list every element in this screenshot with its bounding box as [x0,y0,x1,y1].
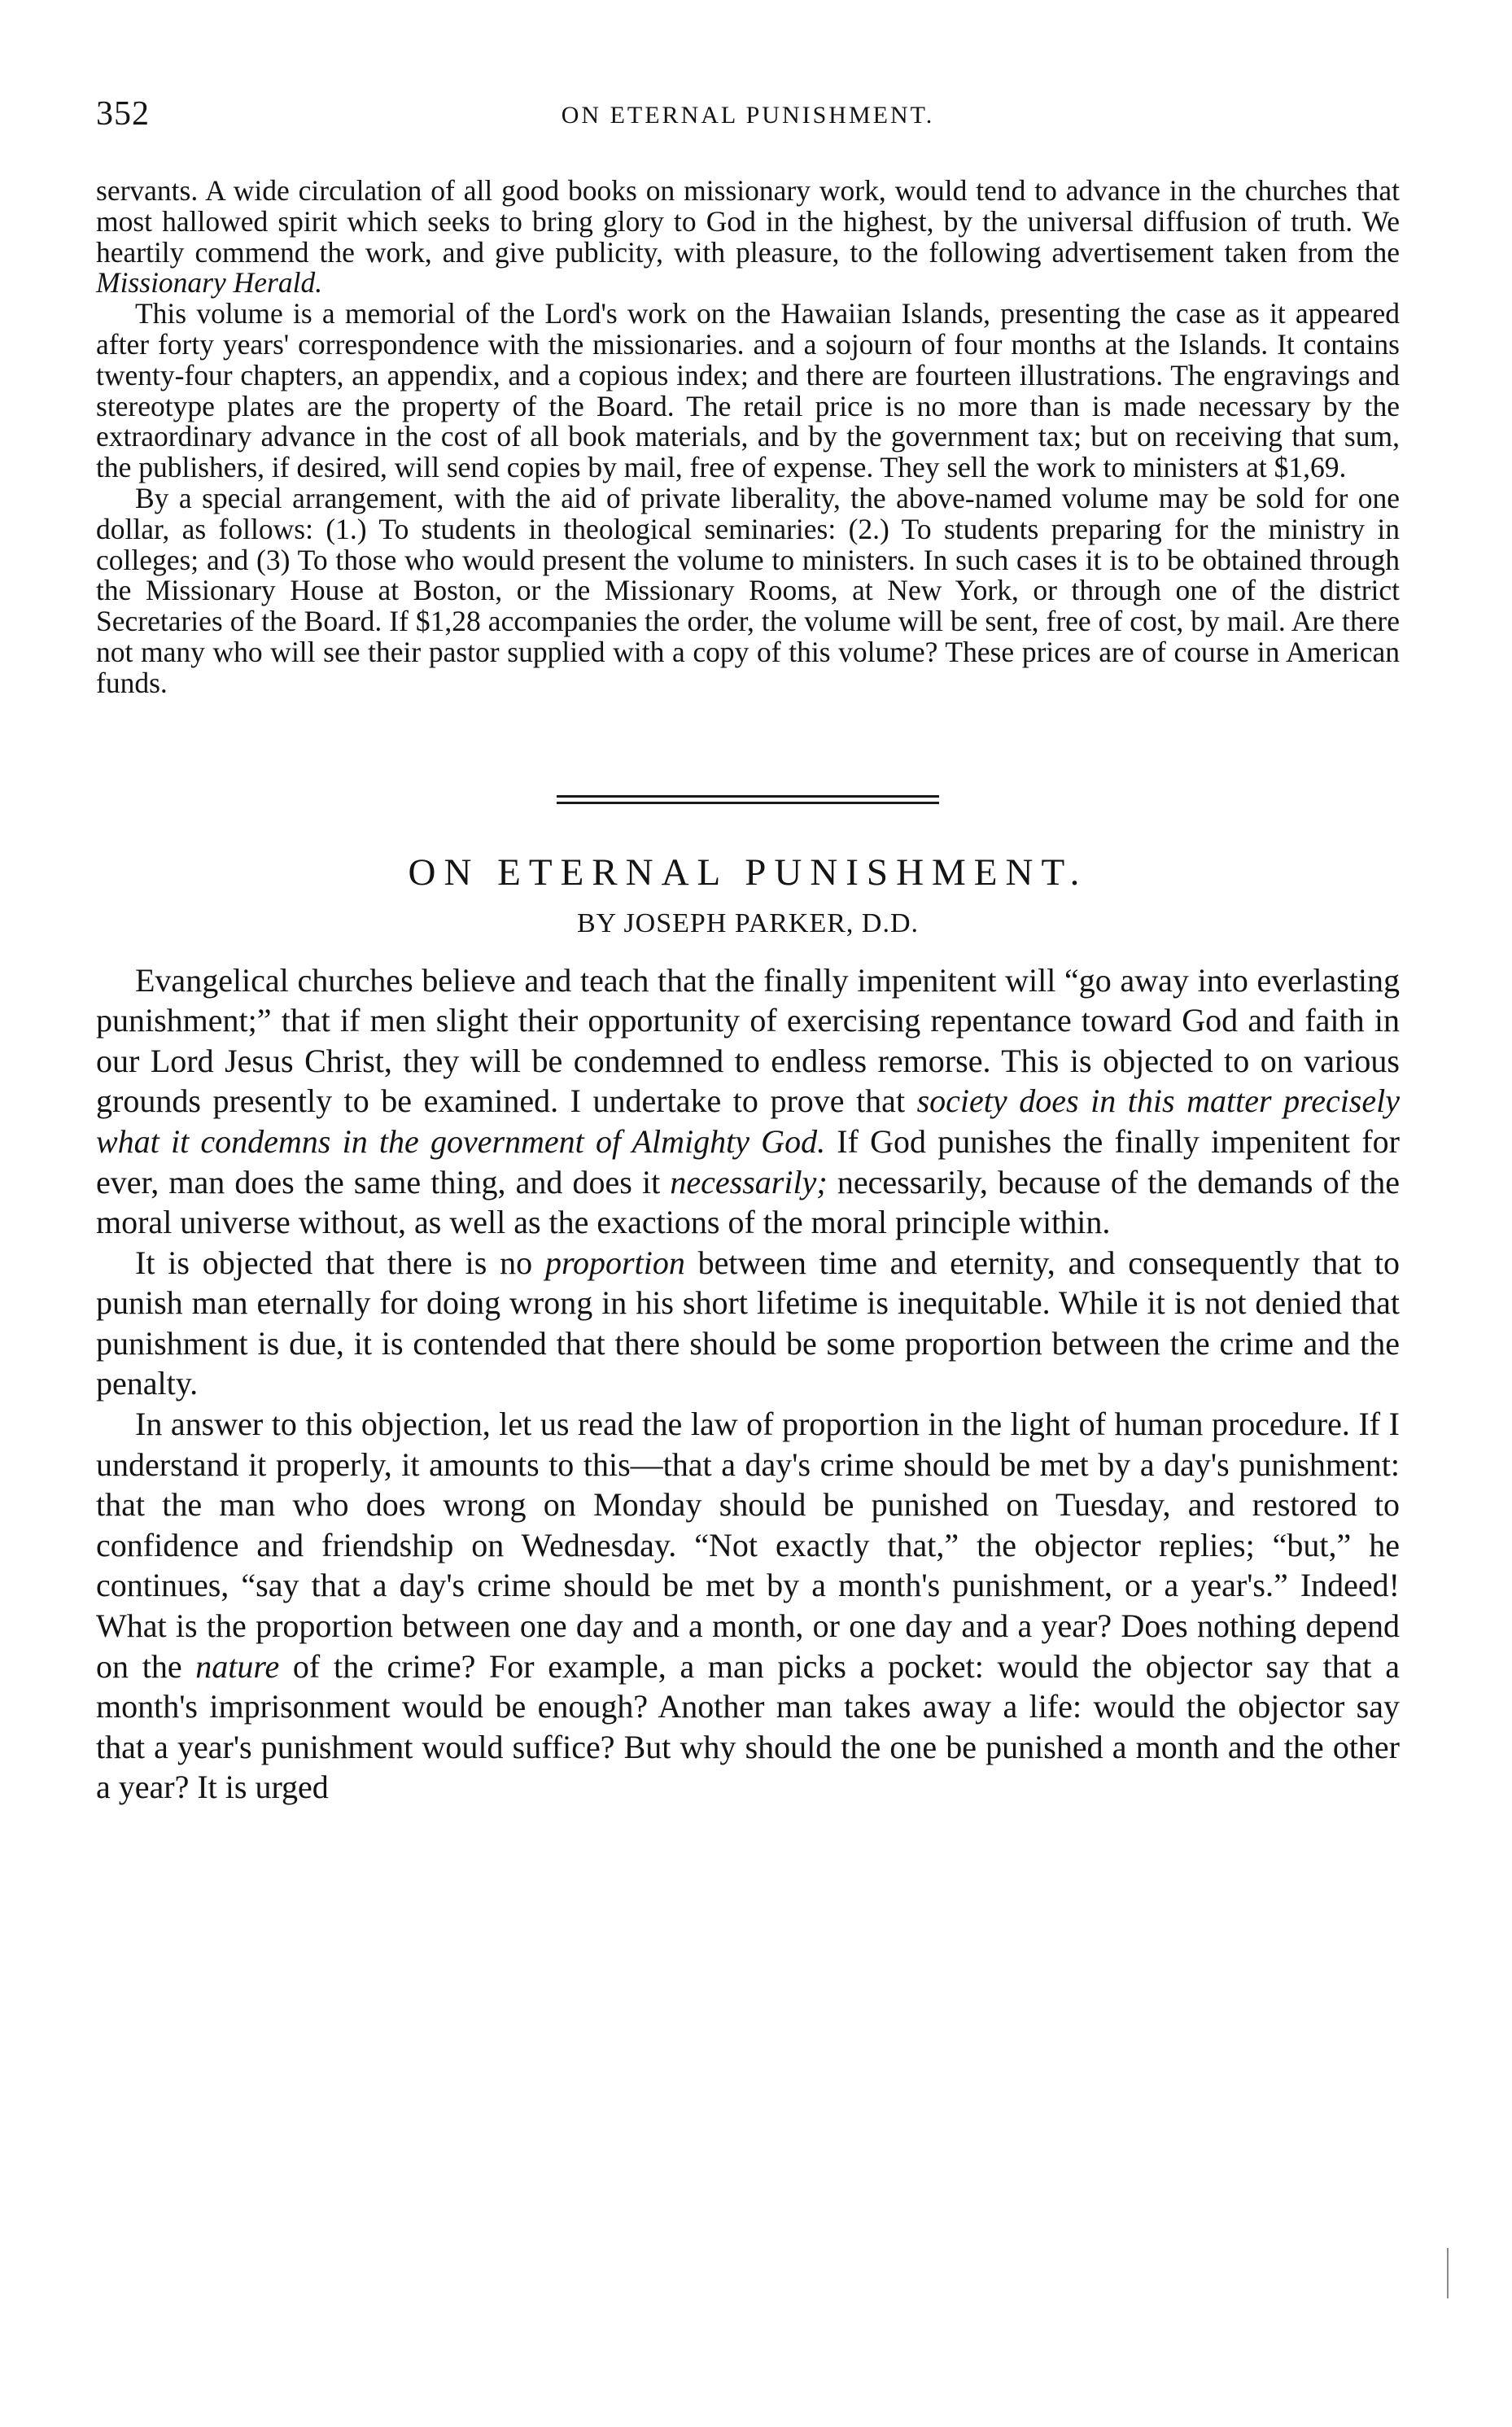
intro-paragraph-3: By a special arrangement, with the aid of private liberality, the above-named volume may be sold for one dollar, as follows: (1.) To students in theological seminaries: (2.) To students preparing for the ministry in colleges; and (3) To those who would present the volume to ministers. In such cases it is to be obtained through the Missionary House at Boston, or the Missionary Rooms, at New York, or through one of the district Secretaries of the Board. If $1,28 accompanies the order, the volume will be sent, free of cost, by mail. Are there not many who will see their pastor supplied with a copy of this volume? These prices are of course in American funds. [96,481,1400,699]
intro-section [96,176,1400,699]
margin-mark [1447,2248,1449,2298]
article-p3-a: In answer to this objection, let us read the law of proportion in the light of human procedure. If I understand it properly, it amounts to this—that a day's crime should be met by a day's punishment: that the man who does wrong on Monday should be punished on Tuesday, and restored to confidence and friendship on Wednesday. “Not exactly that,” the objector replies; “but,” he continues, “say that a day's crime should be met by a month's punishment, or a year's.” Indeed! What is the proportion between one day and a month, or one day and a year? Does nothing depend on the [96,1406,1400,1685]
article-p2-a: It is objected that there is no [135,1244,545,1281]
missionary-herald-title: Missionary Herald. [96,266,323,300]
intro-paragraph-2: This volume is a memorial of the Lord's work on the Hawaiian Islands, presenting the case as it appeared after forty years' correspondence with the missionaries. and a sojourn of four months at the Islands. It contains twenty-four chapters, an appendix, and a copious index; and there are fourteen illustrations. The engravings and stereotype plates are the property of the Board. The retail price is no more than is made necessary by the extraordinary advance in the cost of all book materials, and by the government tax; but on receiving that sum, the publishers, if desired, will send copies by mail, free of expense. They sell the work to ministers at $1,69. [96,297,1400,484]
article-p1-emphasis: society does in this matter precisely what it condemns in the government of Almighty God. [96,1082,1400,1160]
section-divider [557,795,939,804]
intro-paragraph-1 [96,176,1400,299]
article-p1-necessarily: necessarily; [670,1163,828,1200]
article-p2-c: between time and eternity, and consequently that to punish man eternally for doing wrong in his short lifetime is inequitable. While it is not denied that punishment is due, it is contended that there should be some proportion between the crime and the penalty. [96,1244,1401,1402]
article-paragraph-3 [96,1404,1400,1808]
article-paragraph-2 [96,1243,1400,1404]
article-title: ON ETERNAL PUNISHMENT. [408,851,1088,894]
article-p3-c: of the crime? For example, a man picks a pocket: would the objector say that a month's imprisonment would be enough? Another man takes away a life: would the objector say that a year's punishment would suffice? But why should the one be punished a month and the other a year? It is urged [96,1647,1400,1806]
intro-p1-text: servants. A wide circulation of all good books on missionary work, would tend to advance in the churches that most hallowed spirit which seeks to bring glory to God in the highest, by the universal diffusion of truth. We heartily commend the work, and give publicity, with pleasure, to the following advertisement taken from the [96,174,1400,269]
article-p1-a: Evangelical churches believe and teach that the finally impenitent will “go away into everlasting punishment;” that if men slight their opportunity of exercising repentance toward God and faith in our Lord Jesus Christ, they will be condemned to endless remorse. This is objected to on various grounds presently to be examined. I undertake to prove that [96,961,1400,1120]
article-p1-c: If God punishes the finally impenitent for ever, man does the same thing, and does it [96,1122,1400,1200]
article-p3-nature: nature [195,1647,280,1685]
running-head [96,91,1400,140]
page-number: 352 [96,95,150,133]
article-p2-proportion: proportion [544,1244,685,1281]
article-paragraph-1 [96,960,1400,1243]
book-page [96,91,1400,1808]
running-title: ON ETERNAL PUNISHMENT. [561,102,935,129]
article-body [96,960,1400,1808]
divider-line-top [557,795,939,798]
divider-line-bottom [557,802,939,804]
article-p1-e: necessarily, because of the demands of the moral universe without, as well as the exactions of the moral principle within. [96,1163,1401,1241]
article-byline: BY JOSEPH PARKER, D.D. [576,907,920,938]
